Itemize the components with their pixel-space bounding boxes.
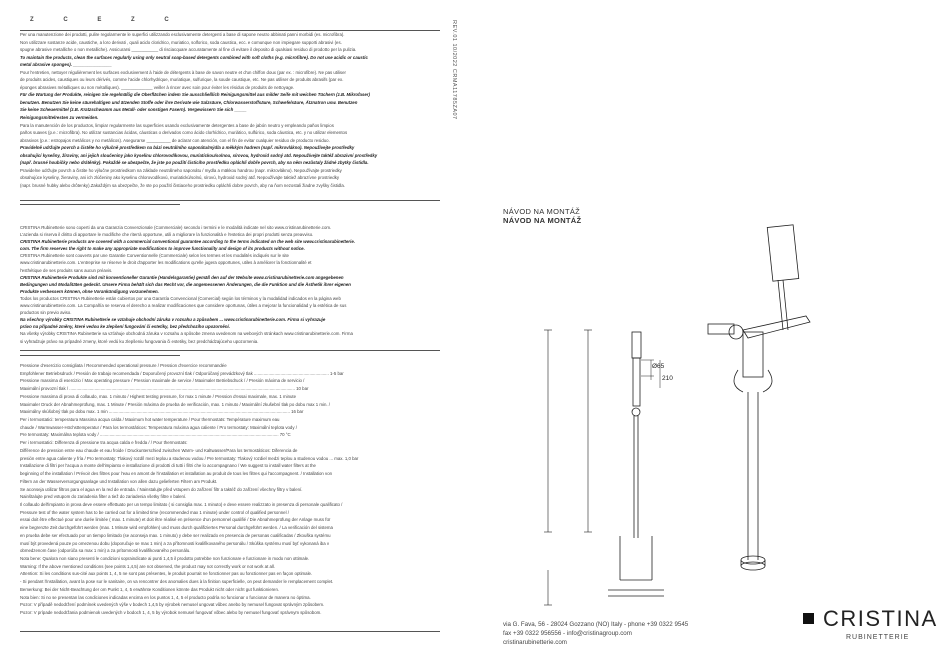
shower-head (767, 225, 799, 281)
text-line: Na všetky výrobky CRISTINA Rubinetterie sa vzťahuje obchodná záruka v rozsahu a spôsobe zmena uvedenom na webových stránkach www.cristinarubinetterie.com. Firma (20, 331, 353, 337)
text-line: paños suaves (p.e.: microfibra). No utilizar sustancias ácidas, cáusticas o derivados como ácido clorhídrico, muriático, sulfúrico, soda cáustica, etc. y no utilizar elementos (20, 130, 348, 136)
dimension-210: 210 (662, 375, 673, 382)
spec-short-rule (20, 355, 180, 356)
text-line: Pressione d'esercizio consigliata / Recommended operational pressure / Pression d'exercice recommandée (20, 363, 227, 368)
text-line: Pravidelne udržujte povrch a čistite ho výlučne prostriedkom na základe neutrálneho saponátu / mydla a mäkkou handrou (napr. mikrovlákno). Nepoužívajte prostriedky (20, 167, 342, 173)
spout (743, 316, 810, 338)
text-line: Maximaler Druck der Abnahmeprüfung, max. 1 Minute / Presión máxima de prueba de verificación, max. 1 minuto / Maximální zkušební tlak po dobu max 1 min. / (20, 401, 330, 407)
text-line: CRISTINA Rubinetterie Produkte sind mit konventioneller Garantie (Handelsgarantie) gemäß den auf der Website www.cristinarubinetterie.com angegebenen (20, 274, 344, 280)
text-line: musí být provedená pouze po omezenou dobu (doporučuje se max 1 min) a za přítomnosti kvalifikovaného personálu / Skúška systému musí byť vykonaná iba v (20, 540, 329, 546)
contact-website: cristinarubinetterie.com (503, 639, 567, 646)
text-line: Sie keine Scheuermittel (z.B. Kratzschwamm aus Metall- oder sonstigen Fasern). Vergewissern Sie sich _____ (20, 107, 247, 113)
text-line: de produits acides, caustiques ou leurs dérivés, comme l'acide chlorhydrique, muriatique, sulfurique, la soude caustique, etc. Ne pas utiliser de produits abrasifs (par ex. (20, 77, 344, 83)
contact-address: via G. Fava, 56 - 28024 Gozzano (NO) Italy - phone +39 0322 9545 (503, 621, 689, 628)
care-instructions-block (20, 31, 440, 189)
text-line: abrasivos (p.e.: estropajos metálicos y no metálicos). Asegurarse __________ de aclarar con atención, con el fin de evitar cualquier residuo de producto residuo. (20, 137, 330, 143)
language-codes: Z C E Z C (30, 17, 183, 23)
text-line: Installazione di filtri per l'acqua a monte dell'impianto e installazione di prodotti di tutti i filtri che lo accompagnano / We suggest to install water filters at the (20, 463, 316, 469)
text-line: Filtern an der Wasserversorgungsanlage und Installation von allen dazu gelieferten Filtern am Produkt. (20, 478, 218, 484)
warranty-top-rule (20, 200, 440, 201)
text-line: Attention: Si les conditions sus-cité aux points 1, 4, 5 ne sont pas présentes, le produit pourrait ne fonctionner pas ou fonctionner pas en façon optimale. (20, 571, 313, 577)
text-line: Différence de pression entre eau chaude et eau froide / Druckunterschied zwischen Warm- und Kaltwasser/Para los termostáticos: Diferencia de (20, 447, 298, 453)
tap-technical-drawing (538, 220, 878, 620)
text-line: CRISTINA Rubinetterie sont couverts par une Garantie Conventionnelle (Commerciale) selon les termes et les modalités indiqués sur le site (20, 253, 289, 259)
text-line: Pozor: V případě nedodržení podmínek uvedených výše v bodech 1,4,5 by výrobek nemusel ungovat vůbec anebo by nemusel fungovat správným způsobem. (20, 602, 325, 608)
text-line: Für die Wartung der Produkte, reinigen Sie regelmäßig die Oberflächen indem Sie ausschließlich Reinigungsmittel aus milder Seife mit weichen Tüchern (z.B. Mikrofaser) (20, 92, 370, 98)
text-line: Maximální provozní tlak / ........................................................................................................................................................................................... 10 bar (20, 386, 309, 392)
text-line: www.cristinarubinetterie.com. La Compañía se reserva el derecho a realizar modificaciones que considere oportunas, útiles a mejorar la funcionalidad y la estética de sus (20, 303, 347, 309)
text-line: Pour l'entretien, nettoyer régulièrement les surfaces exclusivement à l'aide de détergents à base de savon neutre et d'un chiffon doux (par ex. : microfibre). Ne pas utiliser (20, 69, 346, 75)
dimension-65: Ø65 (652, 363, 665, 370)
text-line: si vyhradzuje právo na prípadné zmeny, ktoré vedú ku zlepšeniu fungovania či estetiky, bez predchádzajúceho upozornenia. (20, 338, 259, 344)
text-line: Il collaudo dell'impianto in prova deve essere effettuato per un tempo limitato ( si consiglia max. 1 minuto) e deve essere realizzato in presenza di personale qualificato / (20, 501, 343, 507)
contact-info (503, 620, 688, 647)
text-line: l'esthétique de ses produits sans aucun préavis. (20, 267, 113, 273)
text-line: Se aconseja utilizar filtros para el agua en la red de entrada. / Nainstalujte před vstupem do zařízení filtr a taktéž do zařízení všechny filtry v balení. (20, 486, 303, 492)
text-line: éponges abrasives métalliques ou non métalliques). _____________ veiller à rincer avec soin pour éviter les résidus de produits de nettoyage. (20, 84, 295, 90)
text-line: Pressione massima di prova di collaudo, max. 1 minuto / Highest testing pressure, for max 1 minute / Pression d'essai maximale, max. 1 minute (20, 393, 297, 399)
text-line: chaude / Warmwasser-Höchsttemperatur / Para los termostáticos: Temperatura máxima agua caliente / Pro termostaty: Maximální teplota vody / (20, 424, 297, 430)
text-line: Produkte verbessern können, ohne Vorankündigung vorzunehmen. (20, 288, 159, 294)
text-line: com. The firm reserves the right to make any appropriate modifications to improve functionality and design of its products without notice. (20, 246, 305, 252)
text-line: essai doit être effectué pour une durée limitée ( max. 1 minute) et doit être réalisé en présence d'un personnel qualifié / Die Abnahmeprüfung der Anlage muss für (20, 517, 331, 523)
text-line: Na všechny výrobky CRISTINA Rubinetterie se vztahuje obchodní záruka v rozsahu a způsobem ... www.cristinarubinetterie.com. Firma si vyhrazuje (20, 317, 326, 323)
shower-arm (783, 280, 788, 330)
text-line: Nota bien: Si no se presentan las condiciones indicadas encima en los puntos 1, 4, 5 el producto podría no funcionar o funcionar de manera no óptima. (20, 594, 311, 600)
logo-name: CRISTINA (823, 606, 938, 631)
text-line: Para la manutención de los productos, limpiar regularmente las superficies usando exclusivamente detergentes a base de jabón neutro y empleando paños limpios (20, 122, 334, 128)
shower-arm (778, 280, 783, 330)
text-line: (např. brusné houbičky nebo drátěnky). Pokaždé se ubezpečte, že jste po použití čisticího prostředku opláchli dobře povrch, aby na něm nezůstaly žádné zbytky čistidla. (20, 160, 369, 166)
text-line: - Si pendant l'installation, avant la pose sur le sanitaire, on va rencontrer des anomalies dues à la finition superficielle, on peut demander le remplacement complet. (20, 579, 334, 585)
document-code: REV.01 10/2022 CRMA11785ZA07 (451, 20, 457, 120)
text-line: To maintain the products, clean the surfaces regularly using only neutral soap-based detergents combined with soft cloths (e.g. microfibre). Do not use acidic or caustic (20, 54, 368, 60)
spec-top-rule (20, 350, 440, 351)
body (743, 332, 763, 377)
logo-square-icon (803, 613, 814, 624)
text-line: Pressione massima di esercizio / Max operating pressure / Pression maximale de service / Maximaler Betriebsdruck / / Presión máxima de servicio / (20, 378, 305, 384)
text-line: metal abrasive sponges). ________________ (20, 62, 112, 68)
spout-side-knob (632, 408, 640, 416)
text-line: benutzen. Benutzen Sie keine säurehaltigen und ätzenden Stoffe oder ihre Derivate wie Salzsäure, Chlorwasserstoffsäure, Schwefelsäure, Ätznatron usw. Benutzen (20, 99, 358, 105)
text-line: Todos los productos CRISTINA Rubinetterie están cubiertos por una Garantía Convencional (Comercial) según los términos y la modalidad indicados en la página web (20, 295, 341, 301)
warranty-short-rule (20, 204, 180, 205)
instructions-title: NÁVOD NA MONTÁŽ (503, 207, 581, 216)
handle-knob (729, 325, 743, 339)
text-line: Maximálny skúšobný tlak po dobu max. 1 min ...................................................................................................................................................... 16 bar (20, 409, 304, 415)
text-line: Non utilizzare sostanze acide, caustiche, a loro derivati , quali acido cloridrico, muriatico, solforico, soda caustica, ecc. e comunque non impiegare supporti abrasivi (es. (20, 39, 342, 45)
text-line: productos sin previo aviso. (20, 310, 72, 316)
text-line: presión entre agua caliente y fría / Pro termostaty: Tlakový rozdíl mezi teplou a studenou vodou / Pre termostaty: Tlakový rozdiel medzi teplou a studenou vodou ... max. 1,0 bar (20, 455, 359, 461)
text-line: Nainštalujte pred vstupom do zariadenia filter a tiež do zariadenia všetky filtre v balení. (20, 494, 187, 500)
spout-side-handle (632, 332, 641, 358)
text-line: obsahujúce kyseliny, žieraviny, ani ich zlúčeniny ako kyselinu chlorovodíkovú, muriatickú/solnú, sírovú, hydroxid sodný atď. Nepoužívajte taktiež abrazívne prostriedky (20, 175, 340, 181)
text-line: L'azienda si riserva il diritto di apportare le modifiche che riterrà opportune, utili a migliorare la funzionalità e l'estetica dei propri prodotti senza preavviso. (20, 232, 314, 238)
warranty-block (20, 224, 440, 345)
body-curve (763, 370, 772, 392)
text-line: en prueba debe ser efectuado por un tiempo limitado (se aconseja max. 1 minuto) y debe ser realizado en presencia de personas cualificadas / Zkouška systému (20, 532, 331, 538)
text-line: CRISTINA Rubinetterie products are covered with a commercial conventional guarantee according to the terms indicated on the web site www.cristinarubinetterie. (20, 239, 355, 245)
text-line: Per i termostatici: temperatura Massima acqua calda / Maximum hot water temperature / Pour thermostats: Température maximum eau (20, 417, 280, 423)
body-curve (734, 370, 743, 392)
text-line: beginning of the installation / Prévoir des filtres pour l'eau en amont de l'installation et installation au produit de tous les filtres qui l'accompagnent. / Installation von (20, 471, 333, 477)
text-line: Pozor: V prípade nedodržania podmienok uvedených v bodoch 1, 4, 5 by výrobok nemusel fungovať vôbec alebo by nemusel fungovať správnym spôsobom. (20, 610, 322, 615)
text-line: Pravidelně udržujte povrch a čistěte ho výlučně prostředkem na bázi neutrálního saponátu/mýdla a měkkým hadrem (např. mikrovlákno). Nepoužívejte prostředky (20, 145, 355, 151)
floor-flange (741, 562, 765, 570)
text-line: CRISTINA Rubinetterie sono coperti da una Garanzia Convenzionale (Commerciale) secondo i termini e le modalità indicate nel sito www.cristinarubinetterie.com. (20, 225, 332, 230)
text-line: Per i termostatici: Differenza di pressione tra acqua calda e fredda / / Pour thermostats: (20, 440, 188, 446)
text-line: Warning: If the above mentioned conditions (see points 1,4,5) are not observed, the product may not correctly work or not work at all. (20, 563, 276, 569)
spout-side-body (633, 358, 640, 406)
text-line: Empfohlener Betriebsdruck / Presión de trabajo recomendada / Doporučený provozní tlak / Odporúčaný prevádzkový tlak .............................................................. 1-5 bar (20, 370, 344, 376)
text-line: obmedzenom čase (odporúča sa max 1 min) a za prítomnosti kvalifikovaného personálu. (20, 548, 191, 554)
text-line: Bemerkung: Bei der Nicht-Beachtung der om Punkt 1, 4, 5 erwähnte Konditionen könnte das Produkt nicht oder nicht gut funktionieren. (20, 586, 280, 592)
text-line: Pressure test of the water system has to be carried out for a limited time (recommended max 1 minute) under control of qualified personnel / (20, 509, 289, 515)
spec-bottom-rule (20, 631, 440, 632)
contact-fax-email: fax +39 0322 956556 - info@cristinagroup.com (503, 630, 632, 637)
text-line: eine begrenzte Zeit durchgeführt werden (max. 1 Minute wird empfohlen) und muss durch qualifiziertes Personal durchgeführt werden. / La verificación del sistema (20, 525, 333, 531)
text-line: obsahující kyseliny, žíraviny, ani jejich sloučeniny jako kyselinu chlorovodíkovou, muriatickou/solnou, sírovou, hydroxid sodný atd. Nepoužívejte taktéž abrazivní prostředky (20, 152, 378, 158)
text-line: www.cristinarubinetterie.com. L'entreprise se réserve le droit d'apporter les modifications qu'elle jugera opportunes, utiles à améliorer la fonctionnalité et (20, 260, 312, 266)
specifications-block (20, 362, 440, 617)
text-line: Nota bene: Qualora non siano presenti le condizioni sopraindicate ai punti 1,4,5 il prodotto potrebbe non funzionare e funzionare in modo non ottimale. (20, 555, 310, 561)
text-line: spugne abrasive metalliche o non metalliche). Assicurarsi ___________ di risciacquare accuratamente al fine di evitare il deposito di qualsiasi residuo di prodotto per la pulizia. (20, 47, 357, 53)
text-line: Per una manutenzione dei prodotti, pulire regolarmente le superfici utilizzando esclusivamente detergenti a base di sapone neutro abbinati panni morbidi (es. microfibra). (20, 32, 345, 37)
instructions-title-bold: NÁVOD NA MONTÁŽ (503, 216, 582, 225)
text-line: právo na případné změny, které vedou ke zlepšení fungování či estetiky, bez předchozího upozornění. (20, 324, 230, 330)
text-line: Pre termostaty: Maximálna teplota vody / .................................................................................................................................................... 70 °C (20, 432, 291, 438)
text-line: (napr. brusné hubky alebo drôtenky).Zakaždým sa ubezpečte, že ste po použití čistiaceho prostriedku opláchli dobre povrch, aby na ňom nezostali žiadne zvyšky čistidla. (20, 182, 345, 188)
logo-subtitle: RUBINETTERIE (846, 634, 910, 641)
text-line: Bedingungen und Modalitäten gedeckt. Unsere Firma behält sich das Recht vor, die angemessenen Änderungen, die die Funktion und die Ästhetik ihrer eigenen (20, 281, 351, 287)
text-line: Reinigungsmittelresten zu vermeiden. (20, 115, 99, 121)
